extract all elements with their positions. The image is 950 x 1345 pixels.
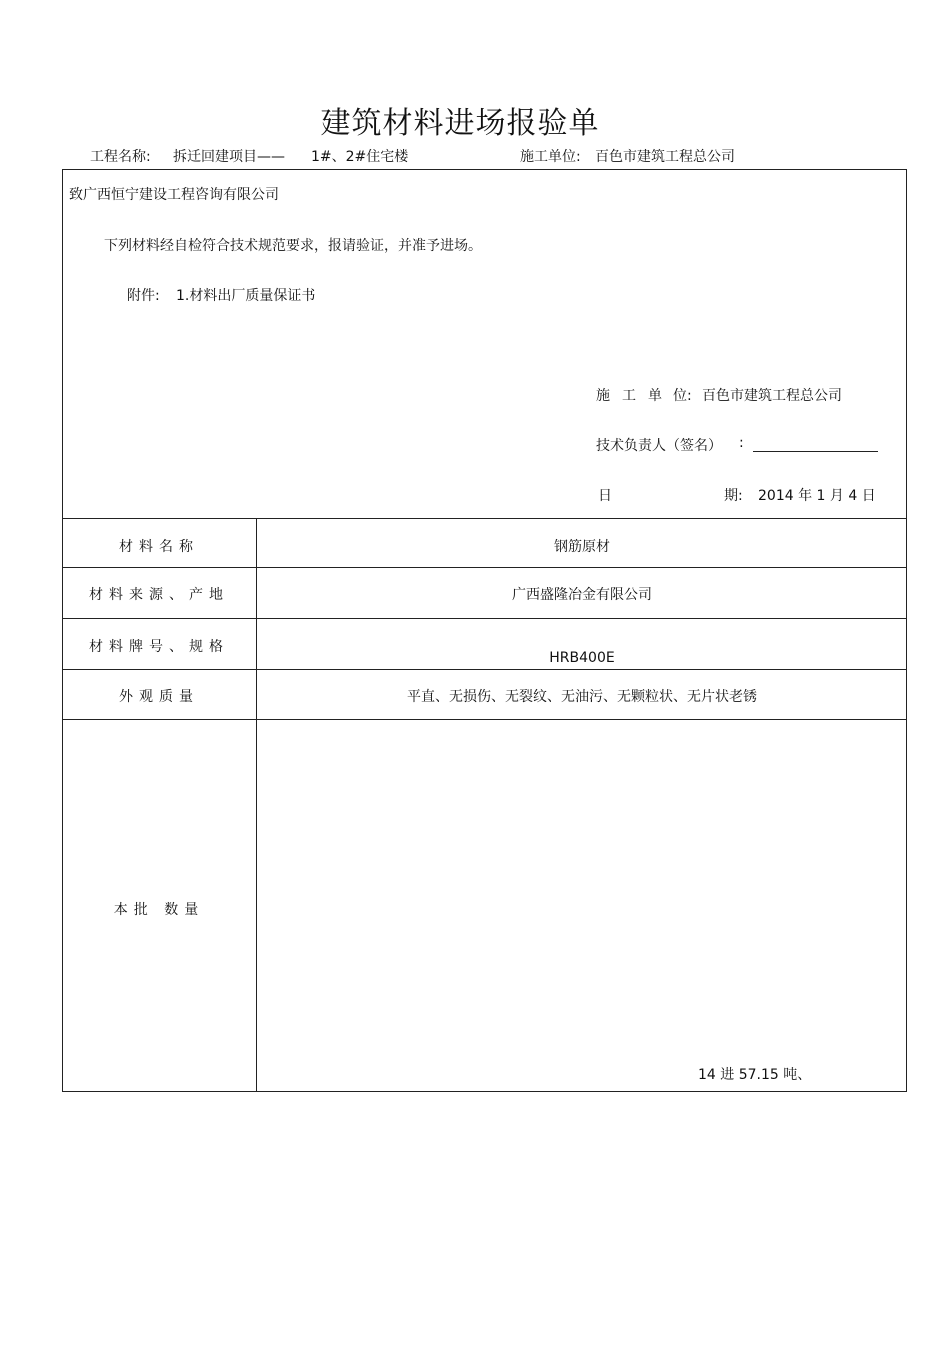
unit-label-char: 单 [648,388,662,404]
project-buildings: 1#、2#住宅楼 [311,149,409,165]
material-name-value: 钢筋原材 [554,539,610,555]
quantity-value: 14 进 57.15 吨、 [698,1067,812,1083]
origin-label: 材料来源、产地 [89,587,229,603]
unit-value: 百色市建筑工程总公司 [702,388,842,404]
addressee: 致广西恒宁建设工程咨询有限公司 [69,187,279,203]
project-label: 工程名称: [90,149,151,165]
tech-lead-label: 技术负责人（签名） [596,438,722,454]
signature-line [753,451,878,452]
unit-label-char: 施 [596,388,610,404]
date-value: 2014 年 1 月 4 日 [758,488,876,504]
row-divider [62,567,907,568]
grade-value: HRB400E [549,650,615,666]
column-divider [256,518,257,1092]
appearance-value: 平直、无损伤、无裂纹、无油污、无颗粒状、无片状老锈 [407,689,757,705]
row-divider [62,719,907,720]
letter-body: 下列材料经自检符合技术规范要求，报请验证，并准予进场。 [104,238,482,254]
date-label-char: 期: [724,488,743,504]
origin-value: 广西盛隆冶金有限公司 [512,587,652,603]
row-divider [62,618,907,619]
page-title: 建筑材料进场报验单 [320,106,600,141]
unit-label-char: 位: [673,388,692,404]
attachment-label: 附件: [127,288,160,304]
quantity-label: 本批 数量 [113,902,205,918]
row-divider [62,669,907,670]
project-name: 拆迁回建项目—— [173,149,285,165]
material-name-label: 材料名称 [119,539,199,555]
appearance-label: 外观质量 [119,689,199,705]
grade-label: 材料牌号、规格 [89,639,229,655]
form-frame [62,169,907,1092]
tech-lead-colon: : [739,435,744,451]
attachment-item: 1.材料出厂质量保证书 [176,288,316,304]
contractor-name: 百色市建筑工程总公司 [595,149,735,165]
row-divider [62,518,907,519]
unit-label-char: 工 [622,388,636,404]
date-label-char: 日 [598,488,612,504]
contractor-label: 施工单位: [520,149,581,165]
